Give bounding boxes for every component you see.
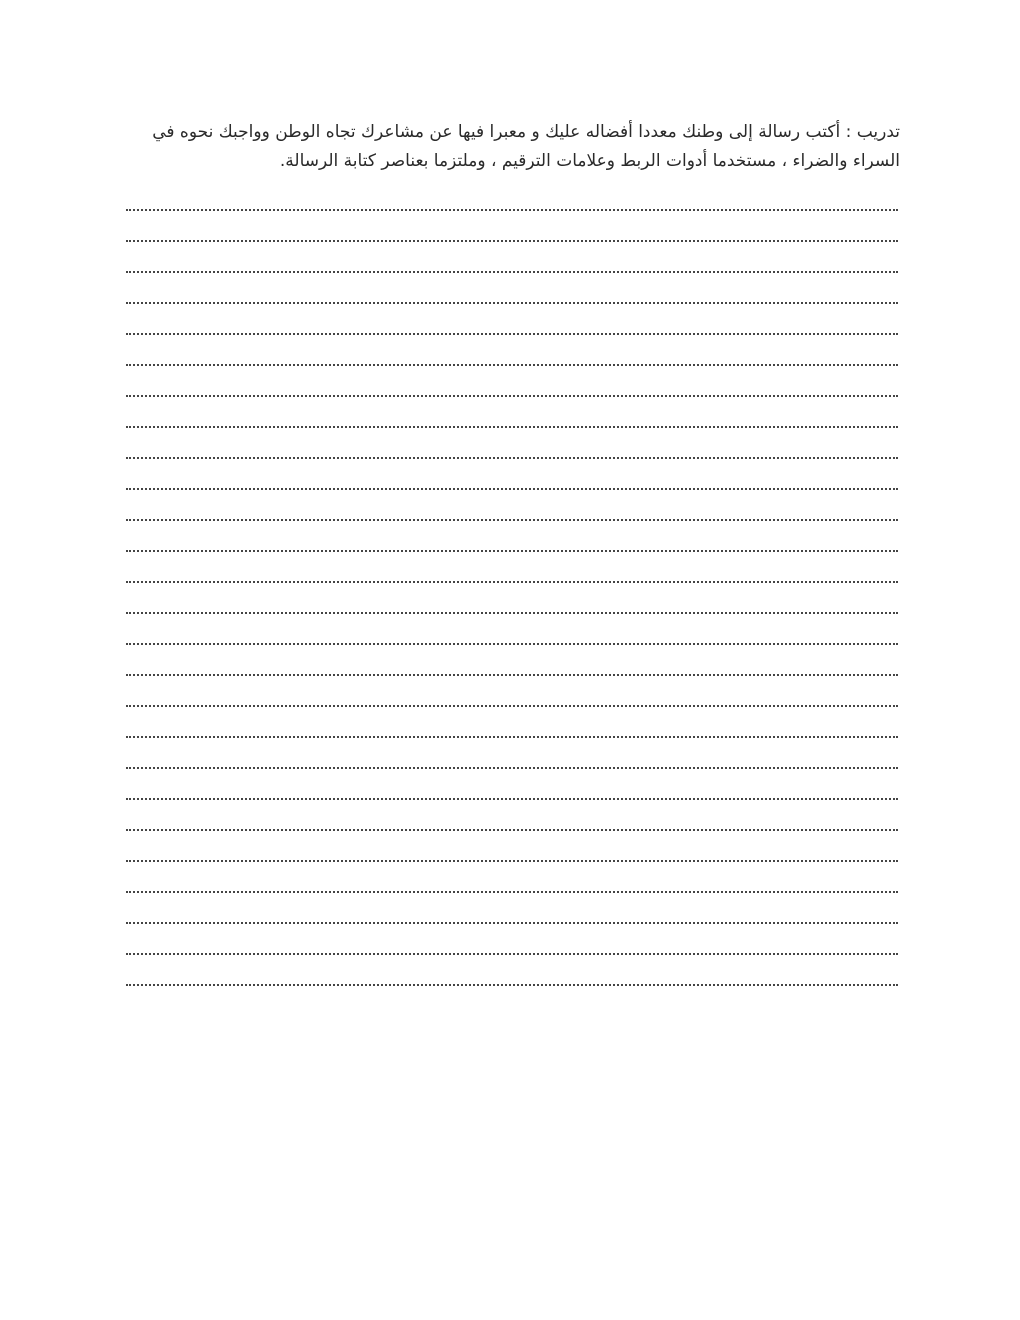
dotted-writing-line[interactable]: [126, 363, 898, 366]
dotted-writing-line[interactable]: [126, 797, 898, 800]
writing-area[interactable]: [126, 208, 898, 1014]
dotted-writing-line[interactable]: [126, 859, 898, 862]
instruction-line-2: السراء والضراء ، مستخدما أدوات الربط وعلامات الترقيم ، وملتزما بعناصر كتابة الرسالة.: [279, 151, 900, 171]
dotted-writing-line[interactable]: [126, 394, 898, 397]
dotted-writing-line[interactable]: [126, 983, 898, 986]
dotted-writing-line[interactable]: [126, 673, 898, 676]
dotted-writing-line[interactable]: [126, 456, 898, 459]
dotted-writing-line[interactable]: [126, 270, 898, 273]
dotted-writing-line[interactable]: [126, 518, 898, 521]
dotted-writing-line[interactable]: [126, 580, 898, 583]
dotted-writing-line[interactable]: [126, 549, 898, 552]
dotted-writing-line[interactable]: [126, 301, 898, 304]
dotted-writing-line[interactable]: [126, 208, 898, 211]
dotted-writing-line[interactable]: [126, 239, 898, 242]
dotted-writing-line[interactable]: [126, 704, 898, 707]
dotted-writing-line[interactable]: [126, 766, 898, 769]
dotted-writing-line[interactable]: [126, 921, 898, 924]
dotted-writing-line[interactable]: [126, 332, 898, 335]
exercise-instruction: [124, 118, 900, 176]
dotted-writing-line[interactable]: [126, 890, 898, 893]
dotted-writing-line[interactable]: [126, 735, 898, 738]
dotted-writing-line[interactable]: [126, 611, 898, 614]
dotted-writing-line[interactable]: [126, 828, 898, 831]
dotted-writing-line[interactable]: [126, 425, 898, 428]
dotted-writing-line[interactable]: [126, 487, 898, 490]
dotted-writing-line[interactable]: [126, 642, 898, 645]
dotted-writing-line[interactable]: [126, 952, 898, 955]
instruction-line-1: تدريب : أكتب رسالة إلى وطنك معددا أفضاله عليك و معبرا فيها عن مشاعرك تجاه الوطن وواجبك نحوه في: [152, 122, 900, 142]
